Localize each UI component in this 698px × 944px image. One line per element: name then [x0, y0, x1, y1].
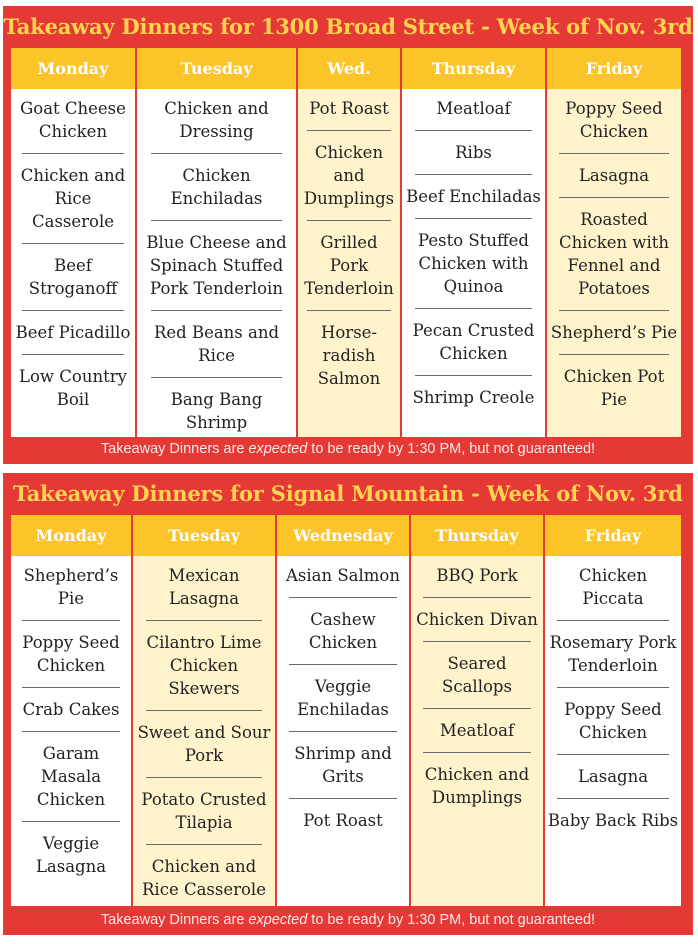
day-column-thursday	[411, 515, 543, 906]
ready-time-disclaimer	[3, 438, 693, 460]
dish-item: Chicken and Dumplings	[424, 765, 530, 807]
dish-item: Chicken and Dressing	[164, 99, 269, 141]
dish-divider	[559, 153, 669, 154]
dish-item: Pecan Crusted Chicken	[412, 321, 535, 363]
weekly-menu-grid	[11, 48, 681, 437]
disclaimer-emphasis: expected	[248, 441, 308, 457]
day-header: Wednesday	[277, 515, 409, 556]
dish-item: Veggie Lasagna	[35, 834, 107, 876]
dish-divider	[22, 731, 120, 732]
dish-item: Grilled Pork Tenderloin	[304, 233, 394, 298]
dish-list	[547, 89, 681, 411]
dish-item: Chicken Enchiladas	[170, 166, 263, 208]
dish-item: Chicken and Dumplings	[303, 143, 395, 208]
dish-item: Lasagna	[578, 166, 650, 185]
dish-item: Ribs	[455, 143, 492, 162]
disclaimer-text: Takeaway Dinners are	[100, 912, 249, 928]
disclaimer-text: to be ready by 1:30 PM, but not guaranteed!	[307, 912, 596, 928]
dish-list	[277, 556, 409, 832]
dish-item: Pot Roast	[303, 811, 383, 830]
dish-item: Blue Cheese and Spinach Stuffed Pork Tenderloin	[146, 233, 287, 298]
day-header: Friday	[547, 48, 681, 89]
dish-divider	[22, 354, 124, 355]
dish-item: Beef Stroganoff	[28, 256, 118, 298]
dish-item: Lasagna	[577, 767, 649, 786]
dish-item: Shrimp Creole	[412, 388, 535, 407]
dish-item: Chicken Divan	[416, 610, 538, 629]
dish-item: Roasted Chicken with Fennel and Potatoes	[558, 210, 670, 298]
dish-divider	[559, 354, 669, 355]
dish-divider	[415, 308, 532, 309]
day-header: Friday	[545, 515, 681, 556]
dish-item: Shepherd’s Pie	[23, 566, 119, 608]
dish-divider	[289, 664, 397, 665]
dish-divider	[423, 641, 531, 642]
dish-item: Shrimp and Grits	[294, 744, 392, 786]
dish-item: Beef Enchiladas	[406, 187, 541, 206]
dish-divider	[415, 130, 532, 131]
dish-divider	[557, 754, 669, 755]
dish-item: Cashew Chicken	[308, 610, 378, 652]
dish-item: Garam Masala Chicken	[36, 744, 106, 809]
dish-divider	[289, 798, 397, 799]
dish-divider	[423, 597, 531, 598]
dish-divider	[151, 310, 281, 311]
dish-item: BBQ Pork	[436, 566, 518, 585]
dish-list	[133, 556, 275, 901]
dish-item: Chicken and Rice Casserole	[142, 857, 266, 899]
dish-divider	[415, 375, 532, 376]
day-column-tuesday	[137, 48, 296, 437]
dish-divider	[146, 844, 262, 845]
dish-item: Rosemary Pork Tenderloin	[549, 633, 677, 675]
dish-divider	[415, 218, 532, 219]
dish-item: Chicken Piccata	[578, 566, 648, 608]
dish-item: Veggie Enchiladas	[297, 677, 389, 719]
dish-divider	[557, 620, 669, 621]
dish-divider	[423, 708, 531, 709]
dish-list	[402, 89, 545, 409]
dish-list	[11, 89, 135, 411]
dish-item: Sweet and Sour Pork	[137, 723, 271, 765]
dish-item: Meatloaf	[436, 99, 511, 118]
dish-list	[545, 556, 681, 832]
dish-divider	[22, 687, 120, 688]
dish-divider	[151, 377, 281, 378]
dish-divider	[146, 777, 262, 778]
day-column-tuesday	[133, 515, 275, 906]
dish-item: Poppy Seed Chicken	[22, 633, 120, 675]
dish-divider	[557, 798, 669, 799]
day-header: Thursday	[402, 48, 545, 89]
dish-item: Low Country Boil	[19, 367, 127, 409]
dish-item: Asian Salmon	[286, 566, 400, 585]
dish-item: Cilantro Lime Chicken Skewers	[146, 633, 262, 698]
day-column-wednesday	[277, 515, 409, 906]
dish-item: Potato Crusted Tilapia	[141, 790, 267, 832]
day-column-monday	[11, 48, 135, 437]
dish-divider	[415, 174, 532, 175]
dish-divider	[151, 153, 281, 154]
dish-item: Chicken Pot Pie	[563, 367, 665, 409]
dish-divider	[289, 597, 397, 598]
dish-divider	[307, 130, 391, 131]
signal-mountain-menu-panel	[3, 473, 693, 935]
dish-divider	[559, 310, 669, 311]
dish-divider	[307, 220, 391, 221]
dish-item: Pot Roast	[309, 99, 389, 118]
dish-list	[298, 89, 400, 390]
dish-item: Pesto Stuffed Chicken with Quinoa	[417, 231, 529, 296]
disclaimer-text: Takeaway Dinners are	[100, 441, 249, 457]
dish-item: Crab Cakes	[22, 700, 120, 719]
dish-item: Horse-radish Salmon	[317, 323, 381, 388]
dish-divider	[22, 243, 124, 244]
disclaimer-text: to be ready by 1:30 PM, but not guaranteed!	[307, 441, 596, 457]
day-column-friday	[545, 515, 681, 906]
day-header: Tuesday	[133, 515, 275, 556]
dish-divider	[559, 197, 669, 198]
dish-list	[411, 556, 543, 809]
ready-time-disclaimer	[3, 909, 693, 931]
dish-item: Poppy Seed Chicken	[564, 700, 662, 742]
dish-divider	[557, 687, 669, 688]
dish-divider	[146, 710, 262, 711]
dish-item: Seared Scallops	[442, 654, 512, 696]
day-column-thursday	[402, 48, 545, 437]
dish-divider	[307, 310, 391, 311]
day-header: Tuesday	[137, 48, 296, 89]
day-column-wednesday	[298, 48, 400, 437]
dish-list	[11, 556, 131, 878]
dish-item: Baby Back Ribs	[547, 811, 679, 830]
day-header: Wed.	[298, 48, 400, 89]
dish-divider	[22, 620, 120, 621]
dish-item: Chicken and Rice Casserole	[20, 166, 126, 231]
dish-item: Poppy Seed Chicken	[565, 99, 663, 141]
dish-divider	[423, 752, 531, 753]
dish-divider	[146, 620, 262, 621]
dish-item: Mexican Lasagna	[168, 566, 240, 608]
dish-item: Meatloaf	[439, 721, 515, 740]
day-header: Monday	[11, 48, 135, 89]
dish-item: Shepherd’s Pie	[550, 323, 678, 342]
broad-street-menu-panel	[3, 6, 693, 464]
dish-divider	[22, 821, 120, 822]
menu-title: Takeaway Dinners for Signal Mountain - Week of Nov. 3rd	[13, 481, 683, 506]
dish-divider	[22, 310, 124, 311]
dish-divider	[151, 220, 281, 221]
menu-title: Takeaway Dinners for 1300 Broad Street - Week of Nov. 3rd	[3, 14, 693, 39]
dish-item: Beef Picadillo	[15, 323, 131, 342]
weekly-menu-grid	[11, 515, 681, 906]
dish-divider	[289, 731, 397, 732]
disclaimer-emphasis: expected	[248, 912, 308, 928]
dish-item: Goat Cheese Chicken	[20, 99, 126, 141]
day-column-monday	[11, 515, 131, 906]
dish-divider	[22, 153, 124, 154]
day-column-friday	[547, 48, 681, 437]
day-header: Thursday	[411, 515, 543, 556]
dish-item: Red Beans and Rice	[153, 323, 280, 365]
day-header: Monday	[11, 515, 131, 556]
dish-item: Bang Bang Shrimp	[170, 390, 263, 432]
dish-list	[137, 89, 296, 434]
